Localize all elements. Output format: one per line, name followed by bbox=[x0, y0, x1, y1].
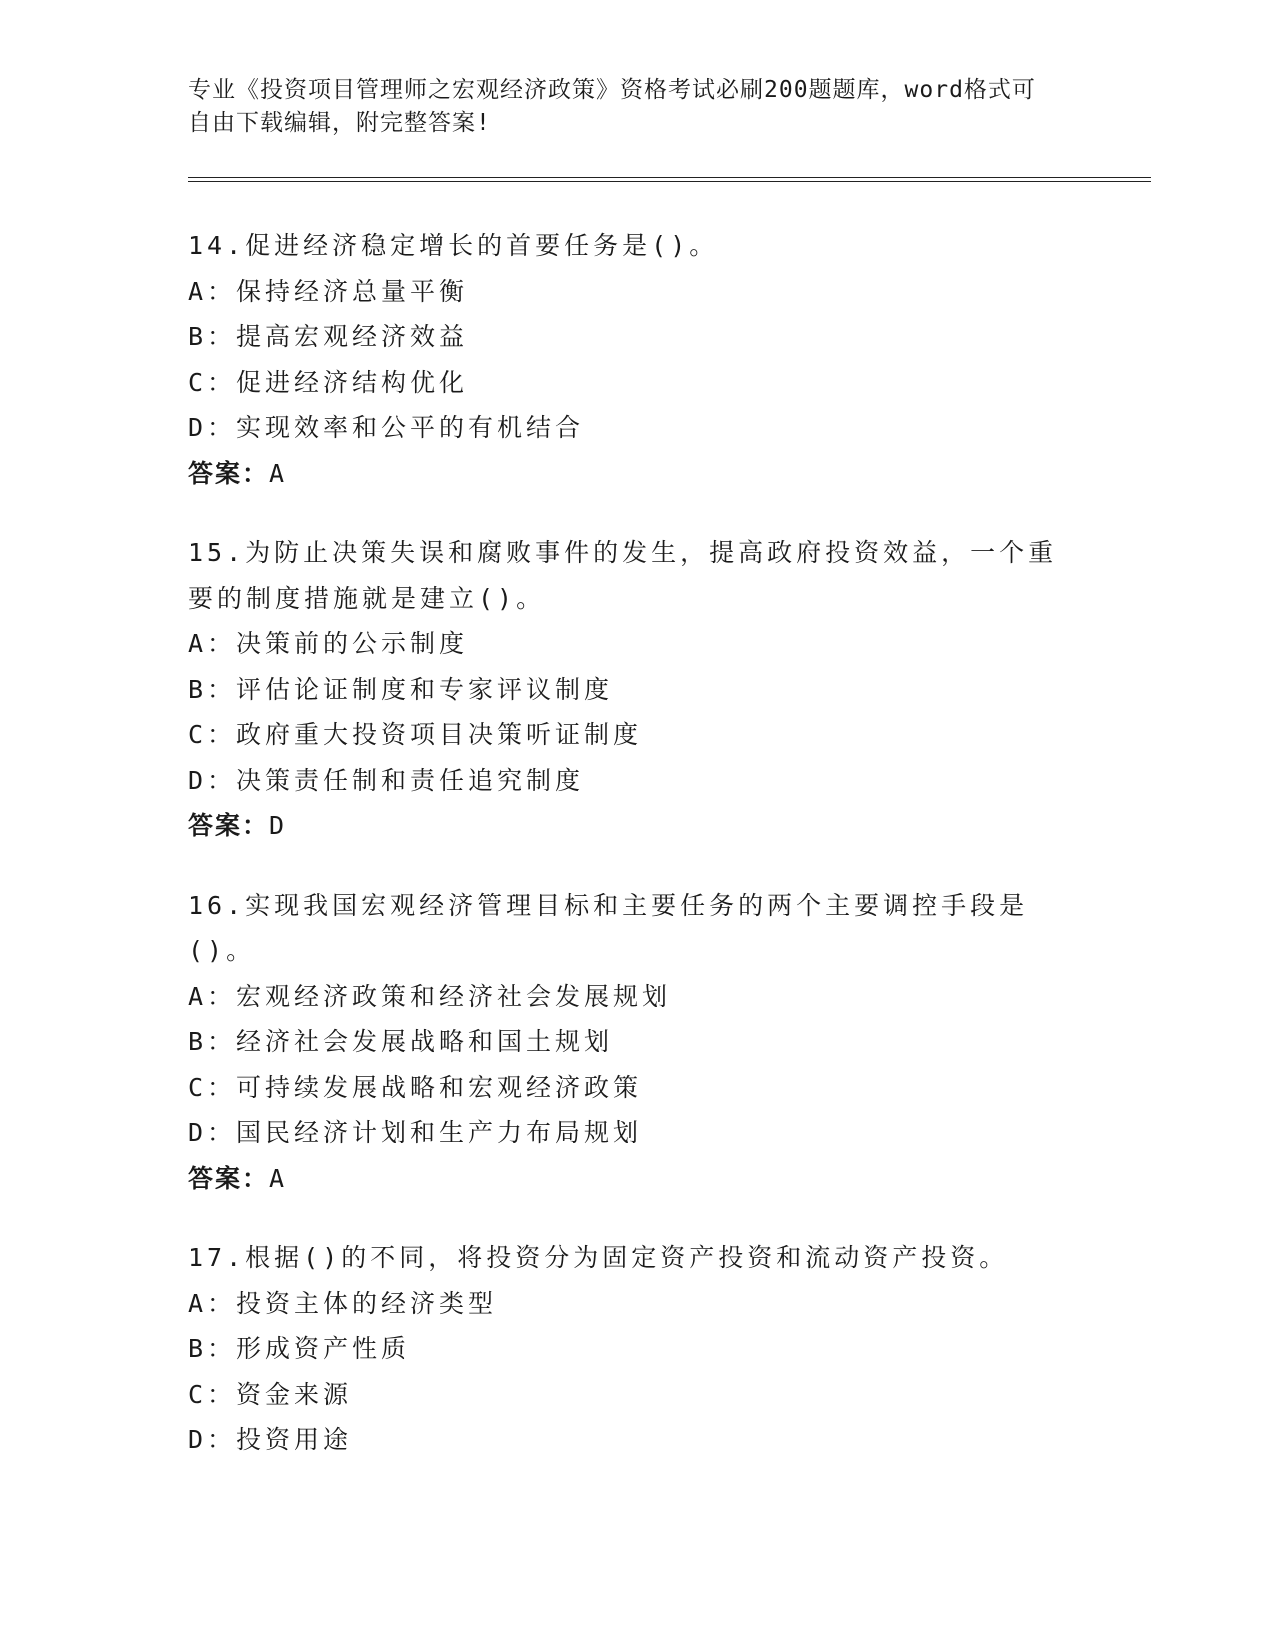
option-b: B：评估论证制度和专家评议制度 bbox=[188, 674, 614, 704]
option-c: C：可持续发展战略和宏观经济政策 bbox=[188, 1072, 643, 1102]
answer-value: A bbox=[269, 458, 287, 488]
option-d: D：实现效率和公平的有机结合 bbox=[188, 413, 585, 442]
question-15 bbox=[188, 530, 1148, 849]
option-b: B：提高宏观经济效益 bbox=[188, 322, 469, 351]
option-c: C：政府重大投资项目决策听证制度 bbox=[188, 720, 643, 749]
question-stem: 15.为防止决策失误和腐败事件的发生，提高政府投资效益，一个重要的制度措施就是建立()。 bbox=[188, 538, 1058, 613]
question-14 bbox=[188, 223, 1148, 496]
header-line-2: 自由下载编辑，附完整答案! bbox=[188, 110, 491, 136]
answer-label: 答案： bbox=[188, 458, 270, 488]
question-stem: 17.根据()的不同，将投资分为固定资产投资和流动资产投资。 bbox=[188, 1243, 1009, 1272]
option-d: D：决策责任制和责任追究制度 bbox=[188, 765, 585, 795]
question-stem: 14.促进经济稳定增长的首要任务是()。 bbox=[188, 231, 719, 260]
question-stem: 16.实现我国宏观经济管理目标和主要任务的两个主要调控手段是()。 bbox=[188, 890, 1029, 965]
answer-value: D bbox=[269, 811, 287, 840]
answer-label: 答案： bbox=[188, 811, 270, 840]
option-a: A：宏观经济政策和经济社会发展规划 bbox=[188, 981, 672, 1011]
header-line-1: 专业《投资项目管理师之宏观经济政策》资格考试必刷200题题库，word格式可 bbox=[188, 77, 1036, 103]
answer-line bbox=[188, 803, 1148, 849]
option-c: C：资金来源 bbox=[188, 1379, 353, 1409]
option-d: D：国民经济计划和生产力布局规划 bbox=[188, 1118, 643, 1147]
document-header bbox=[188, 74, 1088, 140]
option-a: A：投资主体的经济类型 bbox=[188, 1288, 498, 1318]
question-16 bbox=[188, 883, 1148, 1202]
answer-line bbox=[188, 1156, 1148, 1202]
option-d: D：投资用途 bbox=[188, 1425, 353, 1454]
option-b: B：经济社会发展战略和国土规划 bbox=[188, 1027, 614, 1056]
answer-value: A bbox=[269, 1163, 287, 1193]
answer-label: 答案： bbox=[188, 1163, 270, 1193]
answer-line bbox=[188, 451, 1148, 497]
option-a: A：保持经济总量平衡 bbox=[188, 276, 469, 306]
document-page bbox=[188, 74, 1148, 1497]
question-list bbox=[188, 223, 1148, 1463]
option-b: B：形成资产性质 bbox=[188, 1334, 411, 1363]
header-divider bbox=[188, 177, 1151, 182]
option-a: A：决策前的公示制度 bbox=[188, 629, 469, 658]
question-17 bbox=[188, 1235, 1148, 1463]
option-c: C：促进经济结构优化 bbox=[188, 367, 469, 397]
